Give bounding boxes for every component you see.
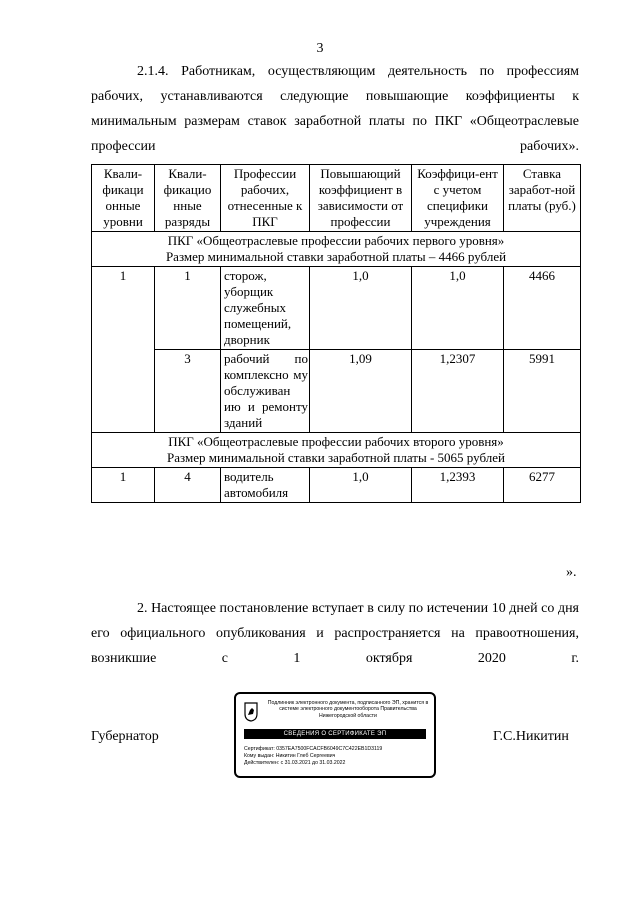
header-professions: Профессии рабочих, отнесенные к ПКГ bbox=[221, 165, 310, 232]
header-qualification-levels: Квали-фикаци онные уровни bbox=[92, 165, 155, 232]
cell-coef: 1,09 bbox=[310, 350, 412, 433]
cell-coef: 1,0 bbox=[310, 267, 412, 350]
section-first-level bbox=[92, 232, 581, 267]
cell-profession: водитель автомобиля bbox=[221, 468, 310, 503]
section-second-level bbox=[92, 433, 581, 468]
closing-quote: ». bbox=[566, 565, 577, 580]
coefficients-table bbox=[91, 164, 581, 503]
cell-rate: 5991 bbox=[504, 350, 581, 433]
cell-coef: 1,0 bbox=[310, 468, 412, 503]
cell-coef2: 1,2307 bbox=[412, 350, 504, 433]
section-title: ПКГ «Общеотраслевые профессии рабочих первого уровня» bbox=[167, 233, 505, 248]
cell-level: 1 bbox=[92, 468, 155, 503]
section-row-second-level bbox=[92, 433, 581, 468]
stamp-title: СВЕДЕНИЯ О СЕРТИФИКАТЕ ЭП bbox=[244, 729, 426, 739]
table-header-row bbox=[92, 165, 581, 232]
header-wage-rate: Ставка заработ-ной платы (руб.) bbox=[504, 165, 581, 232]
intro-paragraph: 2.1.4. Работникам, осуществляющим деятельность по профессиям рабочих, устанавливаются следующие повышающие коэффициенты к минимальным размерам ставок заработной платы по ПКГ «Общеотраслевые профессии рабочих». bbox=[91, 64, 579, 154]
cell-profession: сторож, уборщик служебных помещений, дворник bbox=[221, 267, 310, 350]
table-row bbox=[92, 267, 581, 350]
section-title: ПКГ «Общеотраслевые профессии рабочих второго уровня» bbox=[168, 434, 504, 449]
stamp-header: Подлинник электронного документа, подписанного ЭП, хранится в системе электронного документооборота Правительства Нижегородской области bbox=[267, 700, 429, 719]
signatory-position: Губернатор bbox=[91, 729, 159, 744]
header-increasing-coefficient: Повышающий коэффициент в зависимости от профессии bbox=[310, 165, 412, 232]
signatory-name: Г.С.Никитин bbox=[493, 729, 569, 744]
cell-coef2: 1,0 bbox=[412, 267, 504, 350]
paragraph-2: 2. Настоящее постановление вступает в силу по истечении 10 дней со дня его официального опубликования и распространяется на правоотношения, возникшие с 1 октября 2020 г. bbox=[91, 601, 579, 666]
coat-of-arms-icon bbox=[244, 702, 258, 722]
electronic-signature-stamp bbox=[234, 692, 436, 778]
cell-grade: 1 bbox=[155, 267, 221, 350]
page-number: 3 bbox=[316, 41, 324, 56]
stamp-owner: Кому выдан: Никитин Глеб Сергеевич bbox=[244, 753, 336, 759]
header-institution-coefficient: Коэффици-ент с учетом специфики учреждения bbox=[412, 165, 504, 232]
cell-rate: 6277 bbox=[504, 468, 581, 503]
header-qualification-grades: Квали-фикацио нные разряды bbox=[155, 165, 221, 232]
section-subtitle: Размер минимальной ставки заработной платы – 4466 рублей bbox=[165, 249, 507, 264]
cell-rate: 4466 bbox=[504, 267, 581, 350]
cell-profession: рабочий по комплексно му обслуживан ию и ремонту зданий bbox=[221, 350, 310, 433]
cell-grade: 4 bbox=[155, 468, 221, 503]
section-row-first-level bbox=[92, 232, 581, 267]
table-row bbox=[92, 350, 581, 433]
cell-coef2: 1,2393 bbox=[412, 468, 504, 503]
section-subtitle: Размер минимальной ставки заработной платы - 5065 рублей bbox=[167, 450, 505, 465]
cell-level: 1 bbox=[92, 267, 155, 433]
table-row bbox=[92, 468, 581, 503]
cell-grade: 3 bbox=[155, 350, 221, 433]
stamp-validity: Действителен: с 31.03.2021 до 31.03.2022 bbox=[244, 760, 346, 766]
stamp-certificate: Сертификат: 0357EA7500FCACFB6049C7C422EB1D3119 bbox=[244, 746, 383, 752]
